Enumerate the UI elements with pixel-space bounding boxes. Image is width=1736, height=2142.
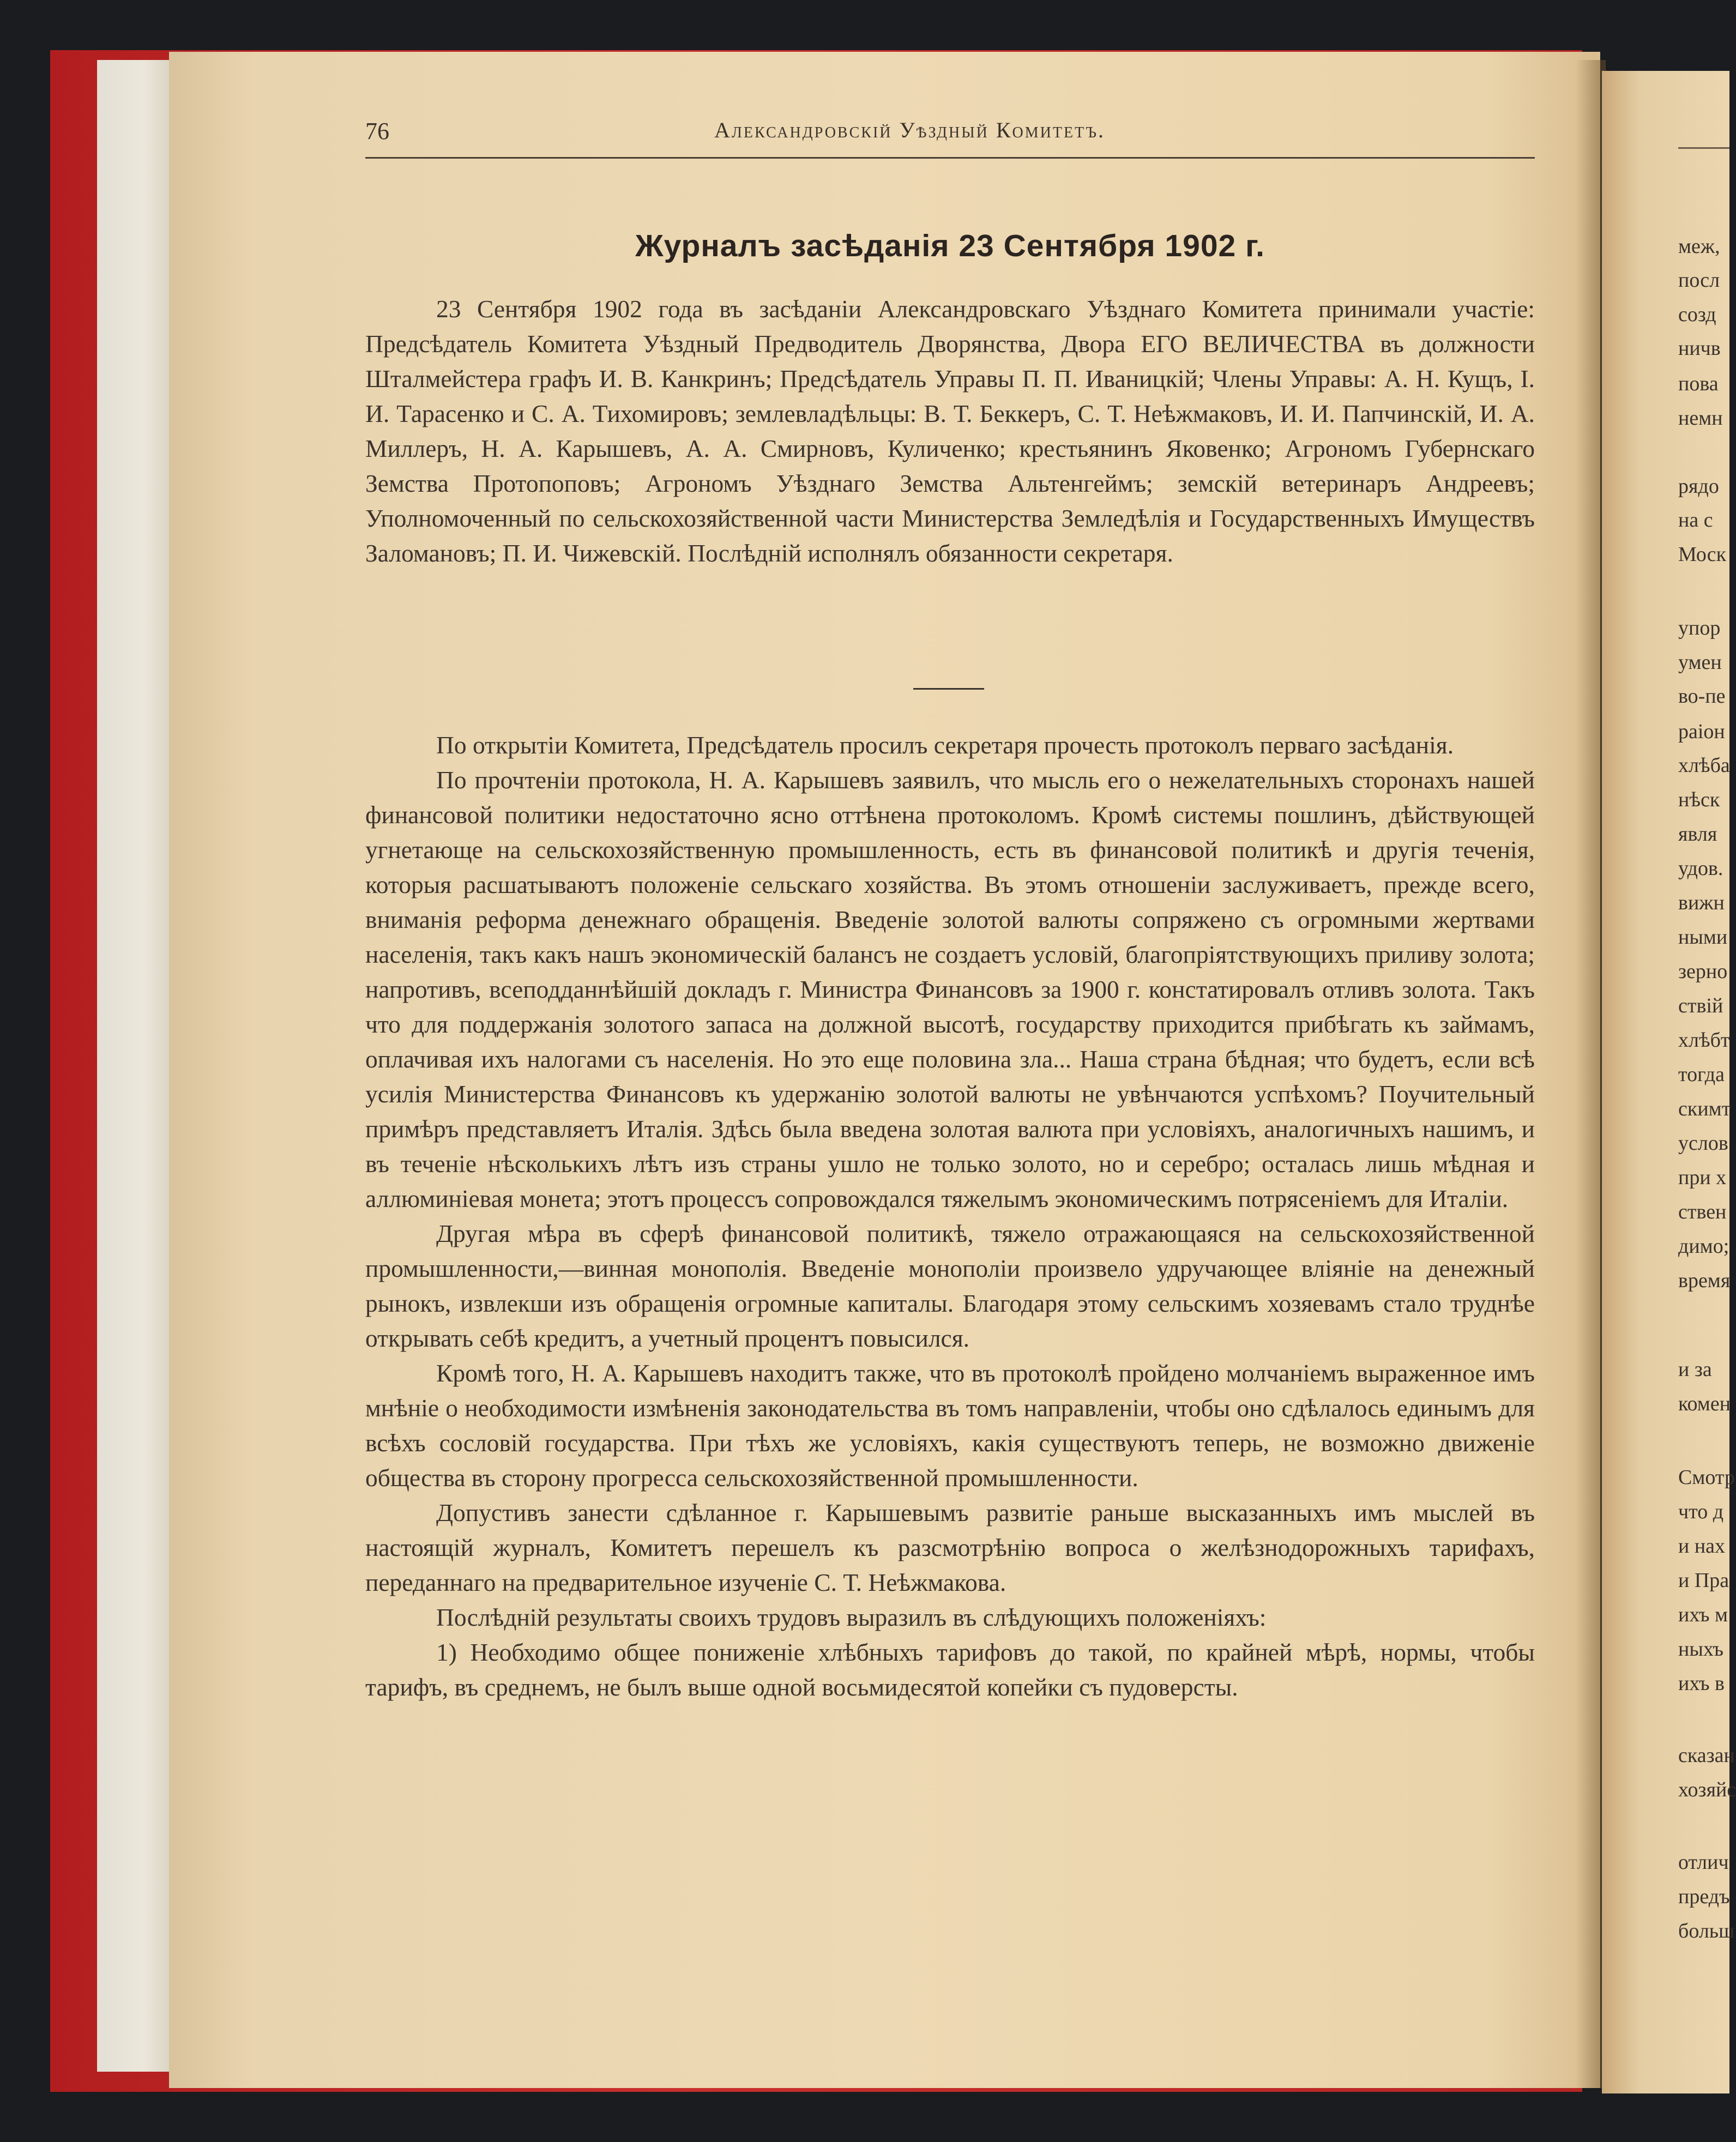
right-page-fragment: вижн [1678, 891, 1725, 914]
page-number: 76 [365, 118, 389, 144]
right-page-fragment: услов [1678, 1132, 1728, 1155]
right-page-fragment: меж, [1678, 235, 1720, 258]
right-page-fragment: и Пра [1678, 1569, 1729, 1592]
right-page-fragment: ныхъ [1678, 1638, 1724, 1661]
section-divider [913, 688, 984, 690]
page-header [365, 117, 1532, 155]
right-page-fragment: тогда [1678, 1063, 1725, 1086]
right-page-fragment: ствен [1678, 1200, 1727, 1223]
page-title: Журналъ засѣданія 23 Сентября 1902 г. [635, 228, 1265, 263]
right-page-fragment: что д [1678, 1500, 1724, 1523]
paragraph-7: 1) Необходимо общее пониженіе хлѣбныхъ тарифовъ до такой, по крайней мѣрѣ, нормы, чтобы тарифъ, въ среднемъ, не былъ выше одной восьмидесятой копейки съ пудоверсты. [365, 1638, 1535, 1701]
right-page-fragment: время [1678, 1269, 1731, 1292]
right-page-fragment: сказан [1678, 1744, 1735, 1767]
right-page-fragment: и за [1678, 1358, 1712, 1381]
page-stack-edge [97, 60, 173, 2072]
paragraph-1: По открытіи Комитета, Предсѣдатель просилъ секретаря прочесть протоколъ перваго засѣданія. [436, 731, 1454, 759]
right-page-fragment: немн [1678, 407, 1723, 430]
paragraph-2: По прочтеніи протокола, Н. А. Карышевъ заявилъ, что мысль его о нежелательныхъ сторонахъ нашей финансовой политики недостаточно ясно оттѣнена протоколомъ. Кромѣ системы пошлинъ, дѣйствующей угнетающе на сельскохозяйственную промышленность, есть въ финансовой политикѣ и другія теченія, которыя расшатываютъ положеніе сельскаго хозяйства. Въ этомъ отношеніи заслуживаетъ, прежде всего, вниманія реформа денежнаго обращенія. Введеніе золотой валюты сопряжено съ огромными жертвами населенія, такъ какъ нашъ экономическій балансъ не создаетъ условій, благопріятствующихъ приливу золота; напротивъ, всеподданнѣйшій докладъ г. Министра Финансовъ за 1900 г. констатировалъ отливъ золота. Такъ что для поддержанія золотого запаса на должной высотѣ, государству приходится прибѣгать къ займамъ, оплачивая ихъ налогами съ населенія. Но это еще половина зла... Наша страна бѣдная; что будетъ, если всѣ усилія Министерства Финансовъ къ удержанію золотой валюты не увѣнчаются успѣхомъ? Поучительный примѣръ представляетъ Италія. Здѣсь была введена золотая валюта при условіяхъ, аналогичныхъ нашимъ, и въ теченіе нѣсколькихъ лѣтъ изъ страны ушло не только золото, но и серебро; осталась лишь мѣдная и аллюминіевая монета; этотъ процессъ сопровождался тяжелымъ экономическимъ потрясеніемъ для Италіи. [365, 766, 1535, 1212]
right-page-fragment: нѣск [1678, 788, 1720, 811]
running-head: Александровскій Уѣздный Комитетъ. [714, 118, 1105, 142]
right-page-fragment: хлѣба [1678, 754, 1730, 777]
right-page [1602, 71, 1736, 2093]
right-page-fragment: удов. [1678, 857, 1723, 880]
right-page-fragment: ихъ в [1678, 1672, 1725, 1695]
right-page-fragment: рядо [1678, 475, 1719, 498]
right-page-fragment: ными [1678, 926, 1728, 949]
paragraph-5: Допустивъ занести сдѣланное г. Карышевымъ развитіе раньше высказанныхъ имъ мыслей въ настоящій журналъ, Комитетъ перешелъ къ разсмотрѣнію вопроса о желѣзнодорожныхъ тарифахъ, переданнаго на предварительное изученіе С. Т. Неѣжмакова. [365, 1499, 1535, 1596]
gutter-shadow [1576, 60, 1606, 2088]
right-page-fragment: ничв [1678, 337, 1721, 360]
right-page-fragment: Моск [1678, 543, 1727, 566]
right-page-fragment: раіон [1678, 720, 1725, 743]
right-page-fragment: димо; [1678, 1235, 1729, 1258]
right-page-fragment: зерно [1678, 960, 1728, 983]
right-page-fragment: пова [1678, 372, 1719, 395]
right-page-fragment: упор [1678, 617, 1721, 639]
right-page-fragment: предъ [1678, 1885, 1730, 1908]
right-page-fragment: ствій [1678, 994, 1723, 1017]
right-page-fragment: посл [1678, 269, 1720, 292]
intro-paragraph: 23 Сентября 1902 года въ засѣданіи Александровскаго Уѣзднаго Комитета принимали участіе: Предсѣдатель Комитета Уѣздный Предводитель Дворянства, Двора ЕГО ВЕЛИЧЕСТВА въ должности Шталмейстера графъ И. В. Канкринъ; Предсѣдатель Управы П. П. Иваницкій; Члены Управы: А. Н. Кущъ, І. И. Тарасенко и С. А. Тихомировъ; землевладѣльцы: В. Т. Беккеръ, С. Т. Неѣжмаковъ, И. И. Папчинскій, И. А. Миллеръ, Н. А. Карышевъ, А. А. Смирновъ, Куличенко; крестьянинъ Яковенко; Агрономъ Губернскаго Земства Протопоповъ; Агрономъ Уѣзднаго Земства Альтенгеймъ; земскій ветеринаръ Андреевъ; Уполномоченный по сельскохозяйственной части Министерства Земледѣлія и Государственныхъ Имуществъ Заломановъ; П. И. Чижевскій. Послѣдній исполнялъ обязанности секретаря. [365, 295, 1535, 567]
right-page-fragment: явля [1678, 823, 1717, 846]
paragraph-3: Другая мѣра въ сферѣ финансовой политикѣ, тяжело отражающаяся на сельскохозяйственной промышленности,—винная монополія. Введеніе монополіи произвело удручающее вліяніе на денежный рынокъ, извлекши изъ обращенія огромные капиталы. Благодаря этому сельскимъ хозяевамъ стало труднѣе открывать себѣ кредитъ, а учетный процентъ повысился. [365, 1220, 1535, 1352]
right-page-fragment: комен [1678, 1392, 1731, 1415]
right-page-fragment: умен [1678, 651, 1722, 674]
right-page-fragment: на с [1678, 509, 1713, 532]
paragraph-4: Кромѣ того, Н. А. Карышевъ находитъ также, что въ протоколѣ пройдено молчаніемъ выраженное имъ мнѣніе о необходимости измѣненія законодательства въ томъ направленіи, чтобы оно сдѣлалось единымъ для всѣхъ сословій государства. При тѣхъ же условіяхъ, какія существуютъ теперь, не возможно движеніе общества въ сторону прогресса сельскохозяйственной промышленности. [365, 1359, 1535, 1492]
right-page-fragment: больш [1678, 1920, 1735, 1942]
right-page-fragment: и нах [1678, 1535, 1726, 1558]
header-rule [365, 157, 1535, 159]
right-page-header-rule [1678, 147, 1729, 149]
right-page-fragment: скимт [1678, 1097, 1731, 1120]
right-page-fragment: хозяйс [1678, 1778, 1736, 1801]
right-page-fragment: Смотр [1678, 1466, 1735, 1489]
right-page-fragment: созд [1678, 303, 1716, 326]
intro-block [365, 292, 1535, 571]
right-page-fragment: отлич [1678, 1851, 1729, 1874]
right-page-fragment: при х [1678, 1166, 1727, 1189]
body-text [365, 728, 1535, 1705]
right-page-fragment: ихъ м [1678, 1603, 1728, 1626]
right-page-fragment: во-пе [1678, 685, 1726, 708]
right-page-fragment: хлѣбт [1678, 1029, 1730, 1052]
paragraph-6: Послѣдній результаты своихъ трудовъ выразилъ въ слѣдующихъ положеніяхъ: [436, 1603, 1267, 1631]
